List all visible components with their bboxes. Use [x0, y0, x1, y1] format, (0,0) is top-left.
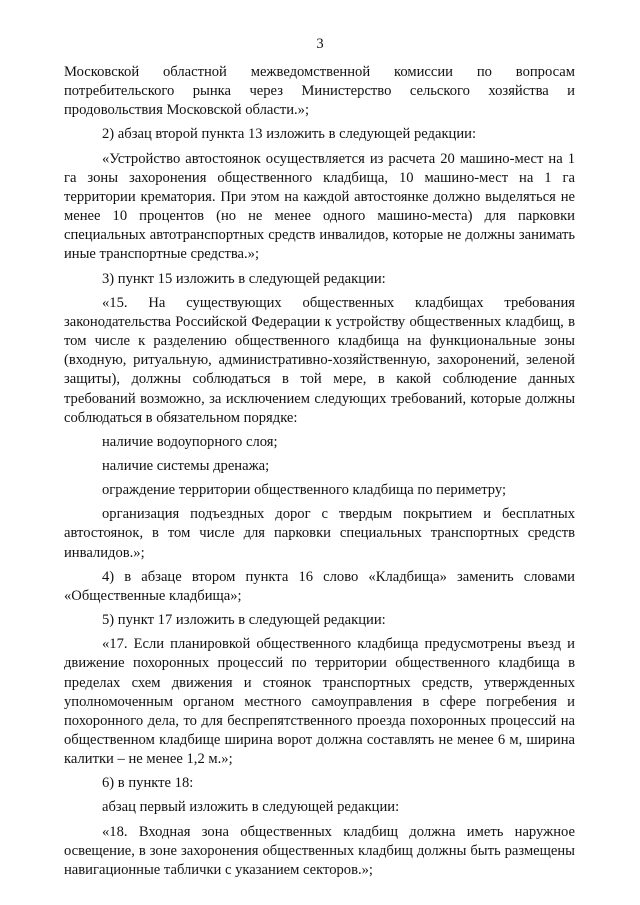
list-item: наличие водоупорного слоя;: [102, 433, 278, 450]
paragraph: 2) абзац второй пункта 13 изложить в следующей редакции:: [102, 126, 477, 143]
paragraph: 6) в пункте 18:: [102, 775, 194, 792]
paragraph: 3) пункт 15 изложить в следующей редакции:: [102, 270, 386, 287]
list-item: наличие системы дренажа;: [102, 457, 270, 474]
list-item: ограждение территории общественного кладбища по периметру;: [102, 482, 507, 499]
paragraph: 5) пункт 17 изложить в следующей редакции:: [102, 612, 386, 629]
paragraph: «15. На существующих общественных кладбищах требования законодательства Российской Федерации к устройству общественных кладбищ, в том числе к разделению общественного кладбища на функциональные зоны (входную, ритуальную, административно-хозяйственную, захоронений, зеленой защиты), должны соблюдаться в той мере, в какой соблюдение данных требований возможно, за исключением следующих требований, которые должны соблюдаться в обязательном порядке:: [64, 294, 575, 426]
list-item: организация подъездных дорог с твердым покрытием и бесплатных автостоянок, в том числе для парковки специальных транспортных средств инвалидов.»;: [64, 506, 575, 561]
paragraph: 4) в абзаце втором пункта 16 слово «Кладбища» заменить словами «Общественные кладбища»;: [64, 568, 575, 604]
paragraph: «18. Входная зона общественных кладбищ должна иметь наружное освещение, в зоне захоронения общественных кладбищ должны быть размещены навигационные таблички с указанием секторов.»;: [64, 823, 575, 878]
paragraph: абзац первый изложить в следующей редакции:: [102, 799, 400, 816]
paragraph: «Устройство автостоянок осуществляется из расчета 20 машино-мест на 1 га зоны захоронения общественного кладбища, 10 машино-мест на 1 га территории крематория. При этом на каждой автостоянке должно выделяться не менее 10 процентов (но не менее одного машино-места) для парковки специальных автотранспортных средств инвалидов, которые не должны занимать иные транспортные средства.»;: [64, 150, 575, 263]
paragraph: «17. Если планировкой общественного кладбища предусмотрены въезд и движение похоронных процессий по территории общественного кладбища в пределах схем движения и стоянок транспортных средств, утвержденных уполномоченным органом местного самоуправления в сфере погребения и похоронного дела, то для беспрепятственного проезда похоронных процессий на общественном кладбище ширина ворот должна составлять не менее 6 м, ширина калитки – не менее 1,2 м.»;: [64, 636, 575, 768]
document-body: [64, 63, 575, 880]
page-number: 3: [316, 36, 324, 52]
paragraph: Московской областной межведомственной комиссии по вопросам потребительского рынка через Министерство сельского хозяйства и продовольствия Московской области.»;: [64, 64, 575, 119]
